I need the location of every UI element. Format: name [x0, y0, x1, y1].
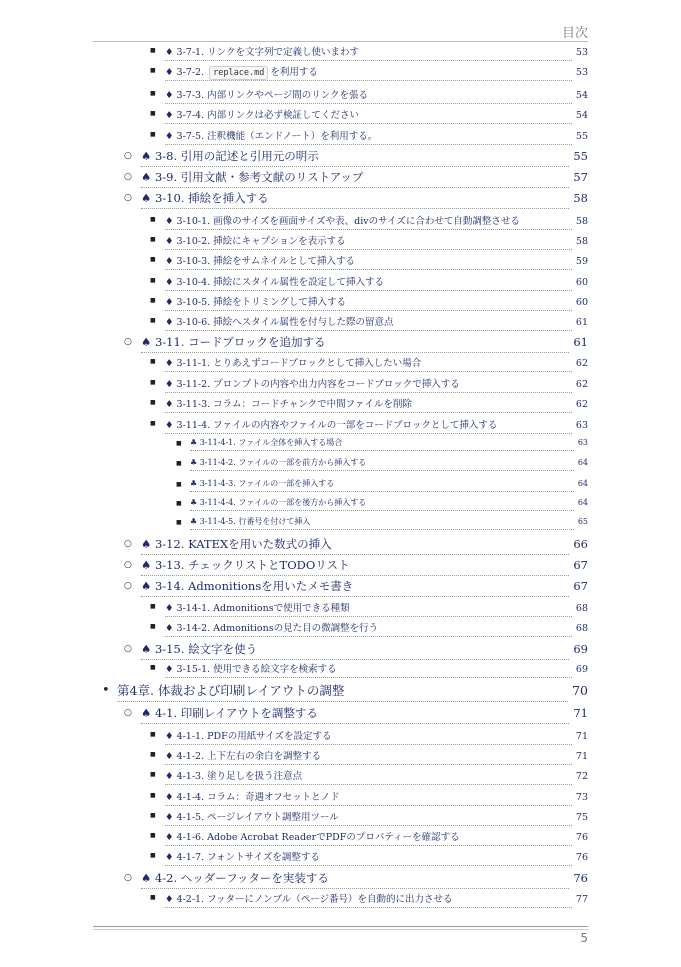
toc-entry-title: ♦ 3-11-2. プロンプトの内容や出力内容をコードブロックで挿入する [165, 376, 572, 393]
toc-entry-page: 71 [575, 751, 588, 762]
toc-entry-page: 77 [575, 894, 588, 905]
toc-entry-title: ♠ 3-11. コードブロックを追加する [141, 334, 569, 353]
toc-bullet: ■ [150, 297, 156, 304]
toc-entry-page: 54 [575, 110, 588, 121]
toc-entry-page: 76 [573, 871, 588, 885]
inline-code: replace.md [209, 66, 268, 80]
toc-bullet: ○ [124, 873, 132, 883]
toc-entry-title: ♦ 3-15-1. 使用できる絵文字を検索する [165, 661, 572, 678]
toc-bullet: ■ [150, 812, 156, 819]
toc-bullet: • [102, 683, 110, 698]
toc-entry-page: 60 [575, 297, 588, 308]
toc-entry[interactable] [165, 87, 588, 104]
toc-bullet: ■ [150, 236, 156, 243]
toc-entry-page: 58 [575, 216, 588, 227]
page-number: 5 [580, 931, 588, 945]
toc-entry-title: ♦ 3-10-4. 挿絵にスタイル属性を設定して挿入する [165, 274, 572, 291]
toc-entry-page: 62 [575, 379, 588, 390]
toc-bullet: ■ [176, 440, 182, 447]
toc-entry[interactable] [165, 213, 588, 230]
toc-bullet: ■ [150, 277, 156, 284]
toc-entry[interactable] [165, 829, 588, 846]
toc-bullet: ■ [176, 481, 182, 488]
toc-entry-title: ♠ 3-10. 挿絵を挿入する [141, 190, 569, 209]
toc-entry[interactable] [165, 314, 588, 331]
toc-entry[interactable] [117, 681, 588, 702]
toc-entry-page: 61 [573, 335, 588, 349]
toc-bullet: ■ [176, 500, 182, 507]
toc-entry-page: 68 [575, 623, 588, 634]
toc-entry[interactable] [141, 536, 588, 555]
toc-entry-title: ♠ 3-13. チェックリストとTODOリスト [141, 557, 569, 576]
toc-entry[interactable] [165, 233, 588, 250]
toc-entry-page: 62 [575, 399, 588, 410]
toc-entry-title: ♠ 4-2. ヘッダーフッターを実装する [141, 870, 569, 889]
toc-entry-title-suffix: を利用する [270, 67, 318, 78]
toc-entry-title: ♣ 3-11-4-4. ファイルの一部を後方から挿入する [190, 497, 574, 511]
toc-bullet: ○ [124, 708, 132, 718]
toc-entry[interactable] [165, 417, 588, 434]
toc-entry[interactable] [165, 661, 588, 678]
toc-entry-page: 72 [575, 771, 588, 782]
toc-entry-page: 58 [575, 236, 588, 247]
toc-entry-title [165, 64, 572, 81]
toc-entry[interactable] [165, 768, 588, 785]
toc-entry-page: 58 [573, 191, 588, 205]
toc-entry-title: ♣ 3-11-4-2. ファイルの一部を前方から挿入する [190, 457, 574, 471]
toc-bullet: ■ [150, 379, 156, 386]
toc-entry-title: ♦ 3-14-2. Admonitionsの見た目の微調整を行う [165, 620, 572, 637]
toc-bullet: ○ [124, 539, 132, 549]
toc-entry[interactable] [141, 641, 588, 660]
toc-entry-page: 64 [577, 458, 588, 467]
toc-bullet: ■ [150, 664, 156, 671]
toc-entry-page: 67 [573, 558, 588, 572]
toc-entry[interactable] [141, 578, 588, 597]
toc-bullet: ■ [150, 131, 156, 138]
toc-bullet: ■ [150, 832, 156, 839]
toc-entry-page: 70 [572, 683, 588, 698]
toc-entry-page: 54 [575, 90, 588, 101]
running-header-title: 目次 [561, 26, 588, 41]
toc-entry-title: ♦ 3-7-3. 内部リンクやページ間のリンクを張る [165, 87, 572, 104]
toc-entry-page: 60 [575, 277, 588, 288]
toc-entry[interactable] [165, 620, 588, 637]
toc-entry[interactable] [190, 478, 588, 492]
toc-entry-title: ♣ 3-11-4-1. ファイル全体を挿入する場合 [190, 437, 574, 451]
toc-entry[interactable] [141, 148, 588, 167]
toc-bullet: ○ [124, 560, 132, 570]
toc-entry[interactable] [165, 600, 588, 617]
toc-entry[interactable] [141, 557, 588, 576]
toc-entry-title: ♦ 3-11-3. コラム：コードチャンクで中間ファイルを削除 [165, 396, 572, 413]
toc-entry[interactable] [165, 891, 588, 908]
toc-entry-page: 66 [573, 537, 588, 551]
toc-entry-title: ♠ 4-1. 印刷レイアウトを調整する [141, 705, 569, 724]
toc-bullet: ■ [150, 852, 156, 859]
toc-entry[interactable] [165, 355, 588, 372]
toc-entry-page: 71 [573, 706, 588, 720]
toc-entry[interactable] [141, 190, 588, 209]
toc-entry-page: 63 [577, 438, 588, 447]
toc-bullet: ○ [124, 151, 132, 161]
toc-entry-page: 71 [575, 731, 588, 742]
toc-entry-page: 67 [573, 579, 588, 593]
toc-entry-title: ♦ 3-10-5. 挿絵をトリミングして挿入する [165, 294, 572, 311]
toc-entry-page: 53 [575, 67, 588, 78]
toc-entry-title: ♦ 3-7-5. 注釈機能（エンドノート）を利用する。 [165, 128, 572, 145]
toc-entry[interactable] [141, 870, 588, 889]
toc-entry-title: ♦ 4-1-4. コラム：奇遇オフセットとノド [165, 789, 572, 806]
toc-bullet: ○ [124, 193, 132, 203]
toc-bullet: ■ [150, 623, 156, 630]
toc-entry-title: ♦ 3-10-1. 画像のサイズを画面サイズや表、divのサイズに合わせて自動調整させる [165, 213, 572, 230]
toc-bullet: ■ [150, 47, 156, 54]
toc-bullet: ■ [150, 420, 156, 427]
toc-bullet: ■ [150, 792, 156, 799]
toc-bullet: ■ [150, 751, 156, 758]
toc-entry[interactable] [190, 457, 588, 471]
toc-entry[interactable] [190, 516, 588, 530]
toc-entry-title: ♦ 3-11-4. ファイルの内容やファイルの一部をコードブロックとして挿入する [165, 417, 572, 434]
toc-entry-title: ♦ 4-1-6. Adobe Acrobat ReaderでPDFのプロパティーを確認する [165, 829, 572, 846]
toc-entry-title: 第4章. 体裁および印刷レイアウトの調整 [117, 681, 568, 702]
toc-entry-page: 73 [575, 792, 588, 803]
toc-entry-page: 53 [575, 47, 588, 58]
toc-entry-title: ♦ 4-1-7. フォントサイズを調整する [165, 849, 572, 866]
toc-entry[interactable] [165, 789, 588, 806]
toc-entry-title: ♦ 3-10-2. 挿絵にキャプションを表示する [165, 233, 572, 250]
toc-entry-page: 68 [575, 603, 588, 614]
toc-entry[interactable] [141, 334, 588, 353]
toc-entry-page: 62 [575, 358, 588, 369]
toc-entry[interactable] [165, 107, 588, 124]
footer-rule-secondary [93, 929, 588, 930]
toc-bullet: ■ [150, 110, 156, 117]
toc-entry[interactable] [165, 748, 588, 765]
toc-entry-page: 64 [577, 479, 588, 488]
toc-entry[interactable] [165, 44, 588, 61]
toc-bullet: ○ [124, 337, 132, 347]
toc-entry[interactable] [165, 64, 588, 81]
toc-entry-title: ♦ 4-2-1. フッターにノンブル（ページ番号）を自動的に出力させる [165, 891, 572, 908]
toc-entry-title: ♦ 3-11-1. とりあえずコードブロックとして挿入したい場合 [165, 355, 572, 372]
toc-bullet: ■ [150, 894, 156, 901]
toc-entry[interactable] [165, 253, 588, 270]
toc-entry-title: ♦ 3-10-6. 挿絵へスタイル属性を付与した際の留意点 [165, 314, 572, 331]
toc-entry[interactable] [141, 169, 588, 188]
toc-entry[interactable] [165, 376, 588, 393]
toc-entry-page: 59 [575, 256, 588, 267]
toc-bullet: ■ [150, 67, 156, 74]
toc-entry[interactable] [165, 849, 588, 866]
toc-entry-page: 63 [575, 420, 588, 431]
toc-entry-title: ♦ 4-1-3. 塗り足しを扱う注意点 [165, 768, 572, 785]
toc-entry-title: ♦ 4-1-1. PDFの用紙サイズを設定する [165, 728, 572, 745]
toc-entry-title: ♠ 3-8. 引用の記述と引用元の明示 [141, 148, 569, 167]
toc-entry-title: ♦ 3-7-4. 内部リンクは必ず検証してください [165, 107, 572, 124]
toc-entry[interactable] [190, 497, 588, 511]
toc-entry[interactable] [165, 128, 588, 145]
toc-entry-title: ♠ 3-14. Admonitionsを用いたメモ書き [141, 578, 569, 597]
toc-entry-title: ♣ 3-11-4-3. ファイルの一部を挿入する [190, 478, 574, 492]
toc-entry[interactable] [141, 705, 588, 724]
toc-entry-title: ♦ 4-1-5. ページレイアウト調整用ツール [165, 809, 572, 826]
toc-entry-title: ♠ 3-9. 引用文献・参考文献のリストアップ [141, 169, 569, 188]
toc-entry-title-prefix: ♦ 3-7-2. [165, 67, 208, 78]
toc-entry-page: 55 [573, 149, 588, 163]
toc-entry-title: ♦ 3-10-3. 挿絵をサムネイルとして挿入する [165, 253, 572, 270]
toc-entry[interactable] [165, 809, 588, 826]
toc-bullet: ■ [150, 216, 156, 223]
toc-bullet: ■ [150, 256, 156, 263]
toc-entry-page: 55 [575, 131, 588, 142]
toc-bullet: ■ [176, 519, 182, 526]
toc-bullet: ■ [150, 399, 156, 406]
toc-entry-page: 65 [577, 517, 588, 526]
toc-entry-page: 76 [575, 832, 588, 843]
toc-entry-title: ♠ 3-12. KATEXを用いた数式の挿入 [141, 536, 569, 555]
toc-entry-page: 76 [575, 852, 588, 863]
toc-bullet: ■ [150, 771, 156, 778]
toc-entry-title: ♦ 4-1-2. 上下左右の余白を調整する [165, 748, 572, 765]
toc-bullet: ■ [176, 460, 182, 467]
toc-entry[interactable] [165, 294, 588, 311]
toc-bullet: ■ [150, 731, 156, 738]
toc-entry-title: ♦ 3-7-1. リンクを文字列で定義し使いまわす [165, 44, 572, 61]
footer-rule [93, 926, 588, 927]
toc-entry-page: 57 [573, 170, 588, 184]
toc-entry[interactable] [165, 274, 588, 291]
toc-entry-page: 75 [575, 812, 588, 823]
toc-entry-title: ♦ 3-14-1. Admonitionsで使用できる種類 [165, 600, 572, 617]
toc-bullet: ○ [124, 644, 132, 654]
toc-entry[interactable] [165, 396, 588, 413]
header-rule [93, 41, 588, 42]
toc-entry-title: ♣ 3-11-4-5. 行番号を付けて挿入 [190, 516, 574, 530]
toc-entry[interactable] [165, 728, 588, 745]
toc-entry[interactable] [190, 437, 588, 451]
toc-entry-page: 69 [573, 642, 588, 656]
toc-bullet: ■ [150, 317, 156, 324]
toc-bullet: ○ [124, 172, 132, 182]
toc-entry-page: 64 [577, 498, 588, 507]
toc-bullet: ■ [150, 90, 156, 97]
toc-entry-page: 61 [575, 317, 588, 328]
toc-bullet: ■ [150, 603, 156, 610]
toc-bullet: ○ [124, 581, 132, 591]
toc-bullet: ■ [150, 358, 156, 365]
toc-entry-page: 69 [575, 664, 588, 675]
toc-entry-title: ♠ 3-15. 絵文字を使う [141, 641, 569, 660]
